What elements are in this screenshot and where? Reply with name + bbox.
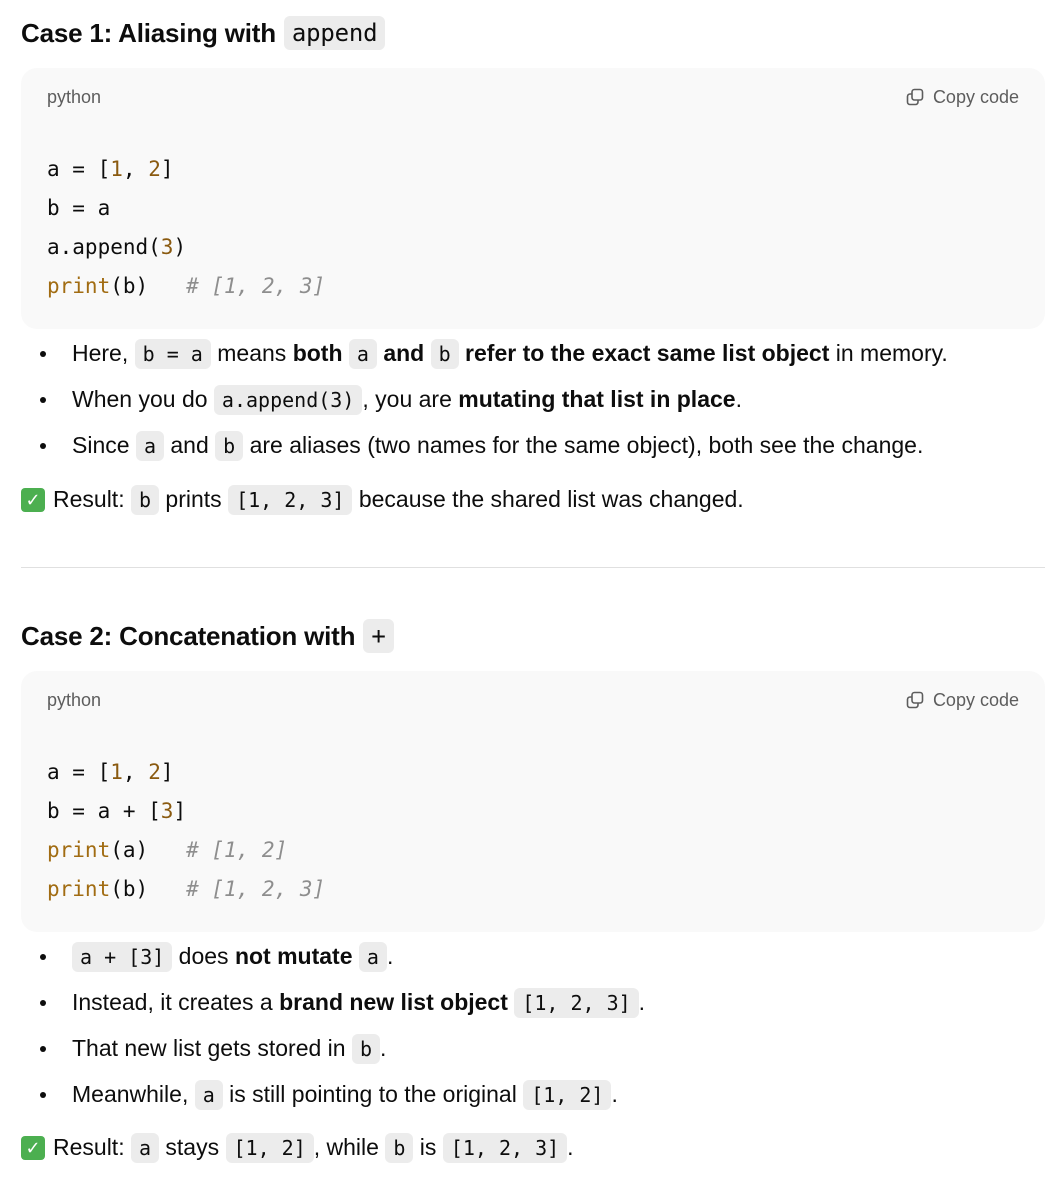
case2-code-language: python (47, 689, 102, 710)
code-number: 3 (160, 799, 174, 823)
result-text (53, 1125, 574, 1171)
code-function: print (47, 274, 111, 298)
check-mark-icon: ✓ (21, 1136, 45, 1160)
text-span: . (567, 1134, 574, 1160)
case2-copy-code-label: Copy code (932, 689, 1019, 710)
text-span: . (638, 989, 646, 1015)
case2-heading-wrap (21, 616, 394, 656)
code-number: 1 (110, 157, 123, 181)
code-token: a = (47, 157, 98, 181)
text-span: Instead, it creates a (72, 989, 280, 1015)
code-token: , (122, 157, 149, 181)
check-mark-icon: ✓ (21, 488, 45, 512)
code-line (47, 189, 1019, 228)
bold-text: brand new list object (279, 989, 508, 1015)
text-span: Result: (53, 1134, 131, 1160)
inline-code: a.append(3) (214, 385, 362, 415)
inline-code: a (131, 1133, 159, 1163)
code-token: b = a (47, 196, 111, 220)
case2-heading-text: Case 2: Concatenation with (21, 620, 356, 651)
list-item (21, 1026, 645, 1072)
code-line (47, 870, 1019, 909)
code-number: 1 (110, 760, 123, 784)
inline-code: b (352, 1034, 380, 1064)
bold-text: mutating that list in place (458, 386, 736, 412)
text-span: and (163, 432, 216, 458)
list-item (21, 980, 645, 1026)
code-comment: # [1, 2, 3] (186, 877, 326, 901)
text-span: does (172, 943, 235, 969)
case1-code-language: python (47, 86, 102, 107)
inline-code: b (215, 431, 243, 461)
text-span: is (413, 1134, 443, 1160)
code-function: print (47, 838, 111, 862)
text-span: Here, (72, 340, 135, 366)
code-token: ] (173, 799, 187, 823)
section-divider (21, 567, 1045, 568)
code-number: 3 (160, 235, 174, 259)
text-span: . (735, 386, 742, 412)
code-token: (a) (110, 838, 187, 862)
copy-icon (905, 690, 925, 710)
code-line (47, 267, 1019, 306)
code-token: (b) (110, 877, 187, 901)
text-span: are aliases (two names for the same object), both see the change. (243, 432, 924, 458)
case2-result (21, 1125, 574, 1171)
case1-code-block (21, 68, 1045, 329)
inline-code: b (385, 1133, 413, 1163)
code-number: 2 (148, 157, 161, 181)
text-span: because the shared list was changed. (352, 486, 744, 512)
case1-heading-wrap (21, 13, 385, 53)
case2-heading-code: + (363, 619, 393, 653)
code-token: ] (160, 760, 174, 784)
case1-heading (21, 13, 385, 53)
code-token: ] (160, 157, 174, 181)
case1-copy-code-label: Copy code (932, 86, 1019, 107)
case2-bullet-list (21, 934, 645, 1118)
text-span: is still pointing to the original (222, 1081, 524, 1107)
code-token: (b) (110, 274, 187, 298)
code-line (47, 831, 1019, 870)
text-span: When you do (72, 386, 214, 412)
inline-code: b = a (135, 339, 211, 369)
case2-code-text (21, 753, 1045, 909)
text-span: , while (313, 1134, 386, 1160)
text-span: Since (72, 432, 136, 458)
case1-result (21, 477, 744, 523)
inline-code: [1, 2, 3] (228, 485, 352, 515)
inline-code: [1, 2, 3] (514, 988, 638, 1018)
code-token: [ (97, 157, 111, 181)
list-item (21, 1072, 645, 1118)
copy-icon (905, 87, 925, 107)
code-token: [ (97, 760, 111, 784)
text-span: . (380, 1035, 387, 1061)
case1-heading-text: Case 1: Aliasing with (21, 17, 276, 48)
list-item (21, 331, 948, 377)
bold-text: refer to the exact same list object (458, 340, 830, 366)
text-span: in memory. (829, 340, 948, 366)
code-line (47, 792, 1019, 831)
inline-code: a (136, 431, 164, 461)
code-token: a = (47, 760, 98, 784)
case1-heading-code: append (284, 16, 386, 50)
text-span: . (386, 943, 394, 969)
code-token: b = a + [ (47, 799, 161, 823)
case2-code-header (21, 671, 1045, 729)
code-line (47, 150, 1019, 189)
text-span (353, 943, 359, 969)
code-token: , (122, 760, 149, 784)
bold-text: both (292, 340, 349, 366)
code-token: ) (173, 235, 187, 259)
inline-code: a (359, 942, 387, 972)
result-text (53, 477, 744, 523)
case2-code-block (21, 671, 1045, 932)
code-line (47, 228, 1019, 267)
inline-code: a + [3] (72, 942, 172, 972)
inline-code: a (195, 1080, 223, 1110)
inline-code: b (431, 339, 459, 369)
text-span: stays (159, 1134, 226, 1160)
inline-code: [1, 2] (523, 1080, 611, 1110)
text-span: . (611, 1081, 618, 1107)
case1-copy-code-button[interactable] (905, 87, 1019, 108)
list-item (21, 423, 948, 469)
list-item (21, 934, 645, 980)
code-comment: # [1, 2, 3] (186, 274, 326, 298)
bold-text: not mutate (234, 943, 353, 969)
inline-code: b (131, 485, 159, 515)
bold-text: and (376, 340, 431, 366)
code-comment: # [1, 2] (186, 838, 288, 862)
inline-code: [1, 2] (226, 1133, 314, 1163)
case1-bullet-list (21, 331, 948, 469)
text-span: That new list gets stored in (72, 1035, 352, 1061)
case2-copy-code-button[interactable] (905, 690, 1019, 711)
case1-code-header (21, 68, 1045, 126)
list-item (21, 377, 948, 423)
text-span: , you are (362, 386, 459, 412)
case1-code-text (21, 150, 1045, 306)
text-span: Result: (53, 486, 131, 512)
code-function: print (47, 877, 111, 901)
code-line (47, 753, 1019, 792)
text-span: prints (159, 486, 229, 512)
code-token: a.append( (47, 235, 161, 259)
text-span: Meanwhile, (72, 1081, 195, 1107)
inline-code: [1, 2, 3] (443, 1133, 567, 1163)
case2-heading (21, 616, 394, 656)
code-number: 2 (148, 760, 161, 784)
text-span: means (210, 340, 293, 366)
inline-code: a (349, 339, 377, 369)
